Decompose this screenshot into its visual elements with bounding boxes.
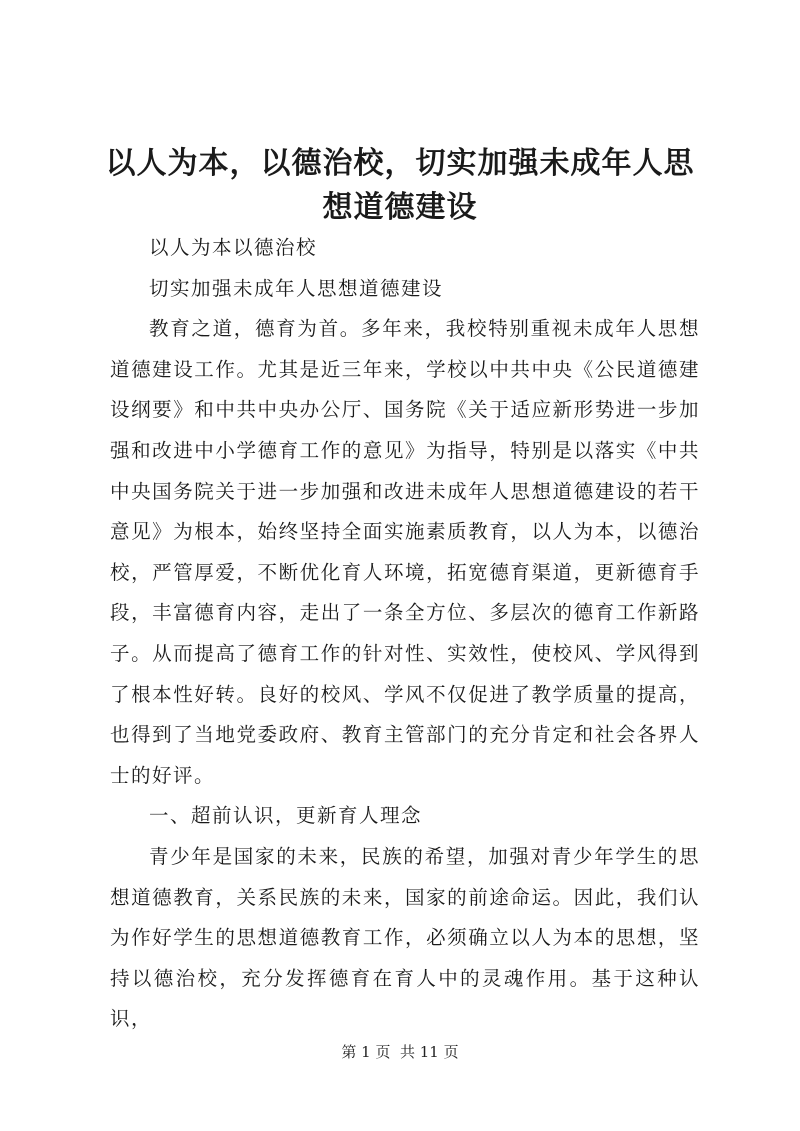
section-heading: 一、超前认识，更新育人理念	[149, 804, 423, 828]
subtitle-line-2: 切实加强未成年人思想道德建设	[149, 276, 444, 300]
document-body	[110, 228, 700, 1040]
page-footer: 第 1 页 共 11 页	[341, 1043, 459, 1061]
section-paragraph: 青少年是国家的未来，民族的希望，加强对青少年学生的思想道德教育，关系民族的未来，国家的前途命运。因此，我们认为作好学生的思想道德教育工作，必须确立以人为本的思想，坚持以德治校，充分发挥德育在育人中的灵魂作用。基于这种认识，	[110, 844, 700, 1031]
intro-paragraph: 教育之道，德育为首。多年来，我校特别重视未成年人思想道德建设工作。尤其是近三年来，学校以中共中央《公民道德建设纲要》和中共中央办公厅、国务院《关于适应新形势进一步加强和改进中小学德育工作的意见》为指导，特别是以落实《中共中央国务院关于进一步加强和改进未成年人思想道德建设的若干意见》为根本，始终坚持全面实施素质教育，以人为本，以德治校，严管厚爱，不断优化育人环境，拓宽德育渠道，更新德育手段，丰富德育内容，走出了一条全方位、多层次的德育工作新路子。从而提高了德育工作的针对性、实效性，使校风、学风得到了根本性好转。良好的校风、学风不仅促进了教学质量的提高，也得到了当地党委政府、教育主管部门的充分肯定和社会各界人士的好评。	[110, 317, 700, 787]
document-title: 以人为本，以德治校，切实加强未成年人思想道德建设	[105, 146, 695, 225]
subtitle-line-1: 以人为本以德治校	[149, 236, 318, 259]
